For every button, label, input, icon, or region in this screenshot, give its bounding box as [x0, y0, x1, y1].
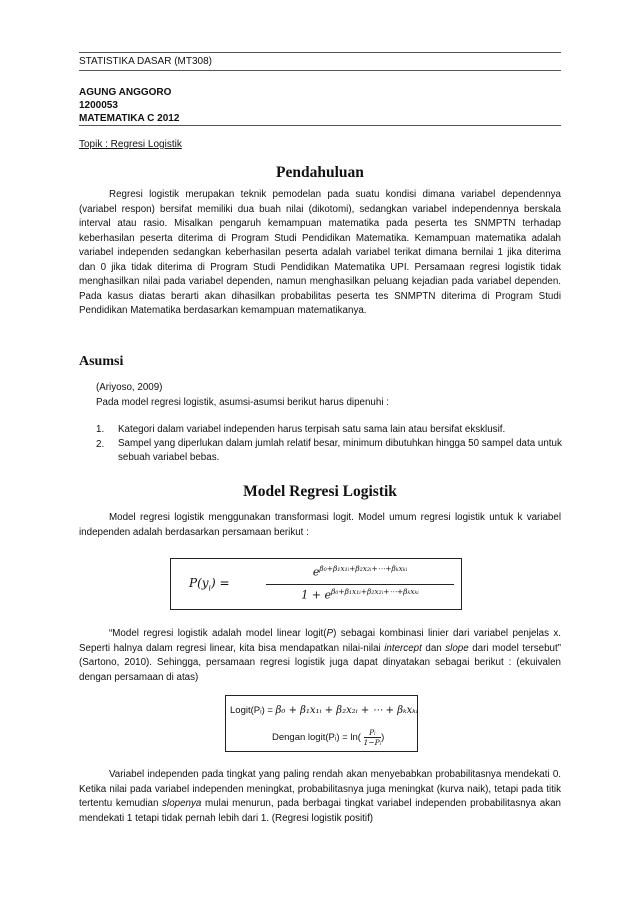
model-paragraph-2 — [79, 627, 561, 685]
model-paragraph-1: Model regresi logistik menggunakan transformasi logit. Model umum regresi logistik untuk k variabel independen adalah berdasarkan persamaan berikut : — [79, 512, 561, 538]
text2-slope: slope — [445, 642, 469, 654]
topic-label: Topik : Regresi Logistik — [79, 139, 182, 150]
text2-intercept: intercept — [384, 642, 422, 654]
intro-paragraph: Regresi logistik merupakan teknik pemodelan pada suatu kondisi dimana variabel dependennya (variabel respon) bersifat memiliki dua buah nilai (dikotomi), sedangkan variabel independennya berskala interval atau rasio. Misalkan pengaruh kemampuan matematika pada peserta tes SNMPTN terhadap keberhasilan peserta diterima di Program Studi Pendidikan Matematika. Kemampuan matematika adalah variabel independen sedangkan keberhasilan peserta adalah variabel terikat dimana bernilai 1 jika diterima dan 0 jika tidak diterima di Program Studi Pendidikan Matematika UPI. Persamaan regresi logistik tidak menghasilkan nilai pada variabel dependen, namun menghasilkan peluang kejadian pada variabel dependen. Pada kasus diatas berarti akan dihasilkan probabilitas peserta tes SNMPTN diterima di Program Studi Pendidikan Matematika berdasarkan kemampuan matematikanya. — [79, 189, 561, 316]
eq1-lhs-end: ) = — [210, 576, 230, 590]
text3-slope: slopenya — [162, 798, 202, 809]
text2-p: P — [326, 628, 334, 639]
author-name: AGUNG ANGGORO — [79, 87, 172, 98]
eq2-line2-label: Dengan logit(Pᵢ) = ln( — [272, 732, 361, 744]
section-title-model: Model Regresi Logistik — [243, 483, 397, 500]
eq1-denominator — [266, 587, 454, 602]
rule-3 — [79, 125, 561, 126]
text3-b: mulai menurun, pada berbagai tingkat variabel independen probabilitasnya akan mendekati 1 tetapi tidak pernah lebih dari 1. (Regresi logistik positif) — [79, 798, 561, 824]
eq1-den-prefix: 1 + e — [301, 588, 331, 602]
eq2-line1-expr: β₀ + β₁x₁ᵢ + β₂x₂ᵢ + ⋯ + βₖxₖᵢ — [275, 705, 418, 716]
eq1-fraction-bar — [266, 584, 454, 585]
eq2-frac-num: Pᵢ — [369, 728, 376, 737]
eq1-den-exp: β₀+β₁x₁ᵢ+β₂x₂ᵢ+⋯+βₖxₖᵢ — [331, 587, 419, 596]
text2-c: dan — [421, 642, 446, 654]
text2-a: “Model regresi logistik adalah model linear logit( — [109, 628, 327, 639]
rule-2 — [79, 70, 561, 71]
assumption-source: (Ariyoso, 2009) — [96, 382, 163, 393]
assumption-lead: Pada model regresi logistik, asumsi-asumsi berikut harus dipenuhi : — [96, 397, 389, 408]
eq1-numerator — [266, 564, 454, 579]
assumption-item-1-num: 1. — [96, 424, 105, 435]
section-title-assumption: Asumsi — [79, 354, 124, 369]
section-title-intro: Pendahuluan — [276, 164, 364, 181]
eq1-num-base: e — [312, 565, 320, 579]
assumption-item-2-text: Sampel yang diperlukan dalam jumlah relatif besar, minimum dibutuhkan hingga 50 sampel data untuk sebuah variabel bebas. — [118, 438, 562, 463]
assumption-item-2-num: 2. — [96, 439, 105, 450]
eq2-close: ) — [381, 732, 385, 744]
text2-b: ) sebagai kombinasi linier dari variabel penjelas x. Seperti halnya dalam regresi linear, kita bisa mendapatkan nilai-nilai — [79, 628, 562, 654]
eq2-line2 — [272, 728, 384, 747]
text3-a: Variabel independen pada tingkat yang paling rendah akan menyebabkan probabilitasnya mendekati 0. Ketika nilai pada variabel independen meningkat, probabilitasnya juga meningkat (kurva naik), tetapi pada titik tertentu kemudian — [79, 769, 561, 809]
eq1-num-exp: β₀+β₁x₁ᵢ+β₂x₂ᵢ+⋯+βₖxₖᵢ — [319, 564, 408, 573]
eq1-lhs-sub: i — [208, 583, 211, 593]
student-id: 1200053 — [79, 100, 118, 111]
assumption-item-1-text: Kategori dalam variabel independen harus terpisah satu sama lain atau bersifat eksklusif. — [118, 424, 506, 435]
text2-d: dari model tersebut” (Sartono, 2010). Sehingga, persamaan regresi logistik juga dapat dinyatakan sebagai berikut : (ekuivalen dengan persamaan di atas) — [79, 642, 561, 683]
class-name: MATEMATIKA C 2012 — [79, 113, 180, 124]
eq2-frac-den: 1−Pᵢ — [363, 738, 382, 747]
course-title: STATISTIKA DASAR (MT308) — [79, 56, 212, 67]
model-paragraph-3 — [79, 768, 561, 826]
eq2-fraction — [363, 728, 385, 747]
equation-box-logit — [225, 695, 418, 752]
top-rule — [79, 52, 561, 53]
eq2-line1-label: Logit(Pᵢ) = — [230, 705, 276, 716]
eq1-lhs: P(y — [189, 576, 209, 590]
eq2-line1 — [230, 705, 418, 716]
equation-box-probability — [170, 558, 462, 610]
